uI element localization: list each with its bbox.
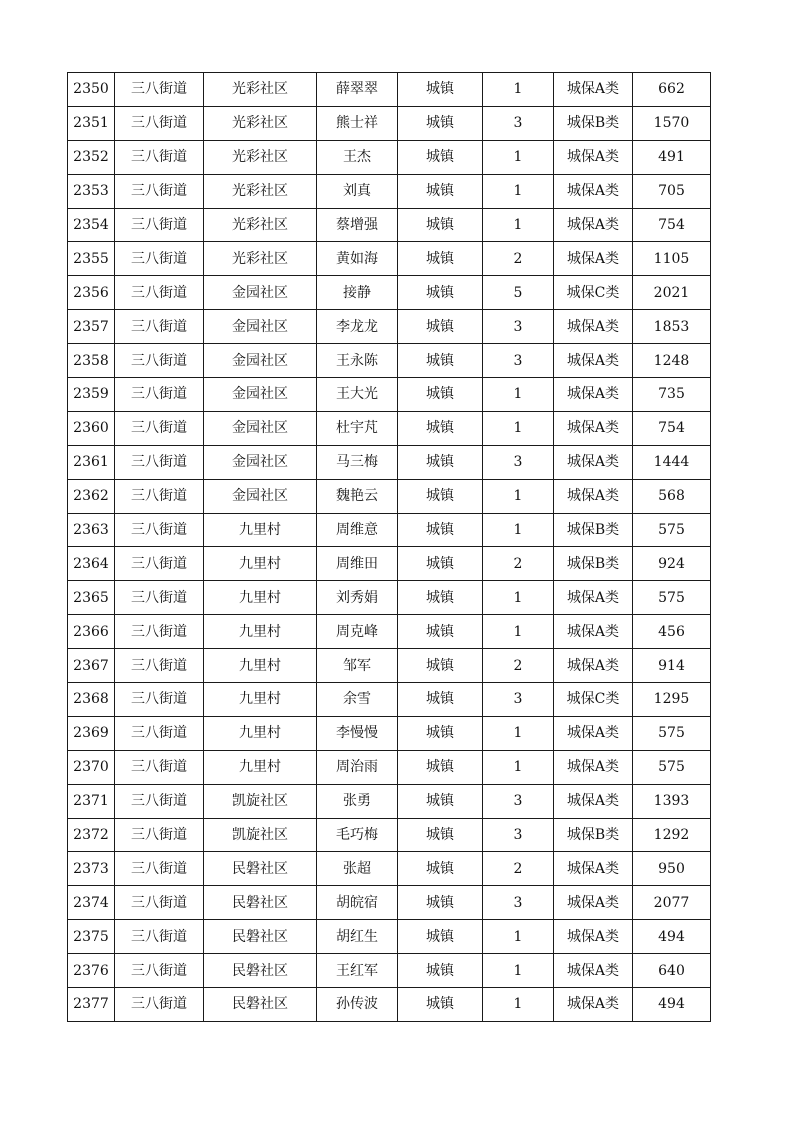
row-number-cell: 2370: [68, 750, 115, 784]
street-cell: 三八街道: [115, 784, 204, 818]
table-row: [68, 445, 711, 479]
street-cell: 三八街道: [115, 615, 204, 649]
name-cell: 毛巧梅: [317, 818, 398, 852]
row-number-cell: 2356: [68, 276, 115, 310]
table-row: [68, 886, 711, 920]
row-number-cell: 2374: [68, 886, 115, 920]
area-type-cell: 城镇: [398, 208, 483, 242]
name-cell: 胡皖宿: [317, 886, 398, 920]
row-number-cell: 2366: [68, 615, 115, 649]
area-type-cell: 城镇: [398, 378, 483, 412]
row-number-cell: 2367: [68, 649, 115, 683]
category-cell: 城保B类: [554, 513, 633, 547]
street-cell: 三八街道: [115, 818, 204, 852]
household-size-cell: 1: [483, 411, 554, 445]
community-cell: 光彩社区: [204, 174, 317, 208]
amount-cell: 705: [633, 174, 711, 208]
street-cell: 三八街道: [115, 954, 204, 988]
category-cell: 城保C类: [554, 276, 633, 310]
amount-cell: 575: [633, 513, 711, 547]
community-cell: 金园社区: [204, 378, 317, 412]
name-cell: 周克峰: [317, 615, 398, 649]
name-cell: 蔡增强: [317, 208, 398, 242]
name-cell: 余雪: [317, 683, 398, 717]
area-type-cell: 城镇: [398, 920, 483, 954]
community-cell: 金园社区: [204, 479, 317, 513]
subsidy-roster-table: [67, 72, 711, 1022]
amount-cell: 491: [633, 140, 711, 174]
table-row: [68, 818, 711, 852]
category-cell: 城保B类: [554, 818, 633, 852]
amount-cell: 914: [633, 649, 711, 683]
row-number-cell: 2369: [68, 716, 115, 750]
name-cell: 李慢慢: [317, 716, 398, 750]
community-cell: 金园社区: [204, 344, 317, 378]
category-cell: 城保A类: [554, 988, 633, 1022]
amount-cell: 1853: [633, 310, 711, 344]
row-number-cell: 2353: [68, 174, 115, 208]
category-cell: 城保A类: [554, 378, 633, 412]
community-cell: 九里村: [204, 513, 317, 547]
household-size-cell: 1: [483, 140, 554, 174]
amount-cell: 2077: [633, 886, 711, 920]
area-type-cell: 城镇: [398, 479, 483, 513]
street-cell: 三八街道: [115, 276, 204, 310]
row-number-cell: 2376: [68, 954, 115, 988]
table-row: [68, 106, 711, 140]
street-cell: 三八街道: [115, 852, 204, 886]
area-type-cell: 城镇: [398, 73, 483, 107]
table-body: [68, 73, 711, 1022]
table-row: [68, 988, 711, 1022]
area-type-cell: 城镇: [398, 445, 483, 479]
household-size-cell: 1: [483, 988, 554, 1022]
street-cell: 三八街道: [115, 344, 204, 378]
row-number-cell: 2352: [68, 140, 115, 174]
amount-cell: 575: [633, 716, 711, 750]
table-row: [68, 750, 711, 784]
community-cell: 九里村: [204, 649, 317, 683]
household-size-cell: 1: [483, 208, 554, 242]
table-row: [68, 378, 711, 412]
community-cell: 凯旋社区: [204, 818, 317, 852]
amount-cell: 1393: [633, 784, 711, 818]
table-row: [68, 344, 711, 378]
community-cell: 民磐社区: [204, 852, 317, 886]
area-type-cell: 城镇: [398, 276, 483, 310]
area-type-cell: 城镇: [398, 174, 483, 208]
area-type-cell: 城镇: [398, 106, 483, 140]
area-type-cell: 城镇: [398, 615, 483, 649]
amount-cell: 1444: [633, 445, 711, 479]
street-cell: 三八街道: [115, 242, 204, 276]
area-type-cell: 城镇: [398, 242, 483, 276]
area-type-cell: 城镇: [398, 344, 483, 378]
row-number-cell: 2360: [68, 411, 115, 445]
household-size-cell: 3: [483, 683, 554, 717]
community-cell: 光彩社区: [204, 242, 317, 276]
category-cell: 城保A类: [554, 445, 633, 479]
category-cell: 城保A类: [554, 479, 633, 513]
area-type-cell: 城镇: [398, 852, 483, 886]
area-type-cell: 城镇: [398, 954, 483, 988]
community-cell: 金园社区: [204, 445, 317, 479]
name-cell: 薛翠翠: [317, 73, 398, 107]
household-size-cell: 5: [483, 276, 554, 310]
area-type-cell: 城镇: [398, 411, 483, 445]
row-number-cell: 2351: [68, 106, 115, 140]
name-cell: 张超: [317, 852, 398, 886]
community-cell: 凯旋社区: [204, 784, 317, 818]
street-cell: 三八街道: [115, 140, 204, 174]
row-number-cell: 2355: [68, 242, 115, 276]
amount-cell: 2021: [633, 276, 711, 310]
category-cell: 城保A类: [554, 750, 633, 784]
category-cell: 城保C类: [554, 683, 633, 717]
street-cell: 三八街道: [115, 683, 204, 717]
community-cell: 九里村: [204, 750, 317, 784]
amount-cell: 1570: [633, 106, 711, 140]
name-cell: 黄如海: [317, 242, 398, 276]
street-cell: 三八街道: [115, 750, 204, 784]
category-cell: 城保B类: [554, 547, 633, 581]
row-number-cell: 2354: [68, 208, 115, 242]
row-number-cell: 2363: [68, 513, 115, 547]
category-cell: 城保A类: [554, 954, 633, 988]
category-cell: 城保A类: [554, 344, 633, 378]
street-cell: 三八街道: [115, 479, 204, 513]
amount-cell: 950: [633, 852, 711, 886]
household-size-cell: 1: [483, 513, 554, 547]
name-cell: 周治雨: [317, 750, 398, 784]
table-row: [68, 954, 711, 988]
household-size-cell: 3: [483, 344, 554, 378]
category-cell: 城保A类: [554, 581, 633, 615]
street-cell: 三八街道: [115, 378, 204, 412]
amount-cell: 575: [633, 581, 711, 615]
name-cell: 周维意: [317, 513, 398, 547]
name-cell: 杜宇芃: [317, 411, 398, 445]
table-row: [68, 140, 711, 174]
name-cell: 张勇: [317, 784, 398, 818]
street-cell: 三八街道: [115, 411, 204, 445]
table-row: [68, 581, 711, 615]
street-cell: 三八街道: [115, 547, 204, 581]
area-type-cell: 城镇: [398, 649, 483, 683]
category-cell: 城保A类: [554, 140, 633, 174]
row-number-cell: 2350: [68, 73, 115, 107]
name-cell: 王永陈: [317, 344, 398, 378]
community-cell: 九里村: [204, 683, 317, 717]
name-cell: 王大光: [317, 378, 398, 412]
name-cell: 胡红生: [317, 920, 398, 954]
table-row: [68, 73, 711, 107]
name-cell: 刘秀娟: [317, 581, 398, 615]
street-cell: 三八街道: [115, 920, 204, 954]
household-size-cell: 3: [483, 310, 554, 344]
category-cell: 城保A类: [554, 310, 633, 344]
household-size-cell: 1: [483, 174, 554, 208]
table-row: [68, 174, 711, 208]
table-row: [68, 920, 711, 954]
amount-cell: 640: [633, 954, 711, 988]
household-size-cell: 1: [483, 615, 554, 649]
category-cell: 城保A类: [554, 716, 633, 750]
community-cell: 光彩社区: [204, 73, 317, 107]
table-row: [68, 615, 711, 649]
community-cell: 金园社区: [204, 276, 317, 310]
table-row: [68, 276, 711, 310]
community-cell: 九里村: [204, 547, 317, 581]
amount-cell: 568: [633, 479, 711, 513]
row-number-cell: 2358: [68, 344, 115, 378]
amount-cell: 494: [633, 988, 711, 1022]
household-size-cell: 1: [483, 73, 554, 107]
household-size-cell: 3: [483, 886, 554, 920]
category-cell: 城保A类: [554, 73, 633, 107]
area-type-cell: 城镇: [398, 988, 483, 1022]
name-cell: 孙传波: [317, 988, 398, 1022]
category-cell: 城保A类: [554, 784, 633, 818]
amount-cell: 924: [633, 547, 711, 581]
category-cell: 城保A类: [554, 242, 633, 276]
row-number-cell: 2365: [68, 581, 115, 615]
name-cell: 马三梅: [317, 445, 398, 479]
row-number-cell: 2359: [68, 378, 115, 412]
household-size-cell: 3: [483, 106, 554, 140]
table-row: [68, 649, 711, 683]
area-type-cell: 城镇: [398, 547, 483, 581]
table-row: [68, 547, 711, 581]
street-cell: 三八街道: [115, 649, 204, 683]
household-size-cell: 2: [483, 242, 554, 276]
household-size-cell: 2: [483, 649, 554, 683]
community-cell: 民磐社区: [204, 920, 317, 954]
category-cell: 城保A类: [554, 174, 633, 208]
area-type-cell: 城镇: [398, 140, 483, 174]
street-cell: 三八街道: [115, 581, 204, 615]
community-cell: 金园社区: [204, 310, 317, 344]
name-cell: 魏艳云: [317, 479, 398, 513]
table-row: [68, 411, 711, 445]
amount-cell: 754: [633, 411, 711, 445]
street-cell: 三八街道: [115, 716, 204, 750]
community-cell: 九里村: [204, 716, 317, 750]
street-cell: 三八街道: [115, 513, 204, 547]
table-row: [68, 513, 711, 547]
row-number-cell: 2364: [68, 547, 115, 581]
category-cell: 城保B类: [554, 106, 633, 140]
amount-cell: 754: [633, 208, 711, 242]
amount-cell: 456: [633, 615, 711, 649]
street-cell: 三八街道: [115, 73, 204, 107]
table-row: [68, 479, 711, 513]
street-cell: 三八街道: [115, 886, 204, 920]
household-size-cell: 1: [483, 581, 554, 615]
name-cell: 王杰: [317, 140, 398, 174]
name-cell: 熊士祥: [317, 106, 398, 140]
street-cell: 三八街道: [115, 988, 204, 1022]
category-cell: 城保A类: [554, 411, 633, 445]
area-type-cell: 城镇: [398, 716, 483, 750]
household-size-cell: 1: [483, 378, 554, 412]
community-cell: 金园社区: [204, 411, 317, 445]
area-type-cell: 城镇: [398, 310, 483, 344]
table-row: [68, 716, 711, 750]
amount-cell: 1295: [633, 683, 711, 717]
row-number-cell: 2377: [68, 988, 115, 1022]
community-cell: 光彩社区: [204, 106, 317, 140]
household-size-cell: 1: [483, 750, 554, 784]
name-cell: 李龙龙: [317, 310, 398, 344]
area-type-cell: 城镇: [398, 513, 483, 547]
area-type-cell: 城镇: [398, 818, 483, 852]
table-row: [68, 208, 711, 242]
household-size-cell: 1: [483, 716, 554, 750]
area-type-cell: 城镇: [398, 784, 483, 818]
name-cell: 周维田: [317, 547, 398, 581]
row-number-cell: 2357: [68, 310, 115, 344]
area-type-cell: 城镇: [398, 581, 483, 615]
street-cell: 三八街道: [115, 445, 204, 479]
table-row: [68, 683, 711, 717]
area-type-cell: 城镇: [398, 683, 483, 717]
community-cell: 民磐社区: [204, 886, 317, 920]
amount-cell: 1292: [633, 818, 711, 852]
category-cell: 城保A类: [554, 886, 633, 920]
category-cell: 城保A类: [554, 615, 633, 649]
area-type-cell: 城镇: [398, 750, 483, 784]
street-cell: 三八街道: [115, 106, 204, 140]
table-row: [68, 310, 711, 344]
row-number-cell: 2372: [68, 818, 115, 852]
row-number-cell: 2371: [68, 784, 115, 818]
household-size-cell: 1: [483, 920, 554, 954]
name-cell: 王红军: [317, 954, 398, 988]
community-cell: 九里村: [204, 581, 317, 615]
community-cell: 九里村: [204, 615, 317, 649]
name-cell: 邹军: [317, 649, 398, 683]
household-size-cell: 1: [483, 954, 554, 988]
street-cell: 三八街道: [115, 208, 204, 242]
amount-cell: 662: [633, 73, 711, 107]
name-cell: 接静: [317, 276, 398, 310]
table-row: [68, 242, 711, 276]
row-number-cell: 2368: [68, 683, 115, 717]
household-size-cell: 2: [483, 852, 554, 886]
street-cell: 三八街道: [115, 174, 204, 208]
category-cell: 城保A类: [554, 208, 633, 242]
community-cell: 民磐社区: [204, 954, 317, 988]
community-cell: 光彩社区: [204, 140, 317, 174]
amount-cell: 575: [633, 750, 711, 784]
household-size-cell: 3: [483, 445, 554, 479]
amount-cell: 494: [633, 920, 711, 954]
community-cell: 民磐社区: [204, 988, 317, 1022]
community-cell: 光彩社区: [204, 208, 317, 242]
row-number-cell: 2362: [68, 479, 115, 513]
area-type-cell: 城镇: [398, 886, 483, 920]
table-row: [68, 852, 711, 886]
household-size-cell: 1: [483, 479, 554, 513]
household-size-cell: 3: [483, 818, 554, 852]
row-number-cell: 2361: [68, 445, 115, 479]
amount-cell: 1248: [633, 344, 711, 378]
name-cell: 刘真: [317, 174, 398, 208]
amount-cell: 735: [633, 378, 711, 412]
category-cell: 城保A类: [554, 852, 633, 886]
household-size-cell: 3: [483, 784, 554, 818]
category-cell: 城保A类: [554, 920, 633, 954]
row-number-cell: 2375: [68, 920, 115, 954]
table-row: [68, 784, 711, 818]
household-size-cell: 2: [483, 547, 554, 581]
amount-cell: 1105: [633, 242, 711, 276]
row-number-cell: 2373: [68, 852, 115, 886]
category-cell: 城保A类: [554, 649, 633, 683]
street-cell: 三八街道: [115, 310, 204, 344]
